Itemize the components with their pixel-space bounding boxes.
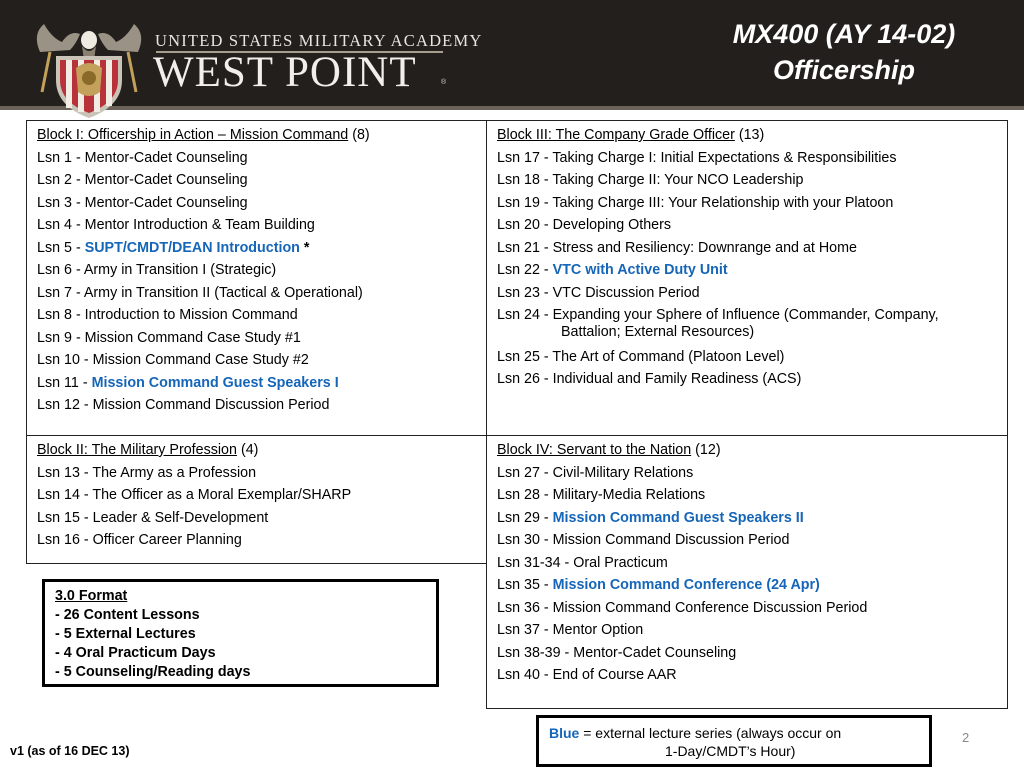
registered-mark: ® [441, 79, 447, 86]
lesson-item: Lsn 16 - Officer Career Planning [37, 532, 242, 548]
block-3-panel [486, 120, 1008, 436]
format-item: - 5 Counseling/Reading days [55, 664, 251, 680]
lesson-item: Lsn 1 - Mentor-Cadet Counseling [37, 149, 248, 166]
block-2-panel [26, 435, 487, 564]
lesson-item: Lsn 20 - Developing Others [497, 217, 672, 233]
lesson-item: Lsn 4 - Mentor Introduction & Team Building [37, 217, 315, 233]
external-lecture-label: VTC with Active Duty Unit [552, 262, 728, 278]
external-lecture-label: SUPT/CMDT/DEAN Introduction [84, 239, 300, 256]
lesson-item: Lsn 15 - Leader & Self-Development [37, 509, 269, 526]
block-4-heading [497, 439, 1007, 462]
lesson-item: Lsn 14 - The Officer as a Moral Exemplar/SHARP [37, 487, 352, 503]
lesson-item: Lsn 6 - Army in Transition I (Strategic) [37, 262, 277, 278]
west-point-wordmark: WEST POINT [153, 49, 417, 96]
lesson-item: Lsn 37 - Mentor Option [497, 622, 644, 638]
block-2-heading [37, 439, 486, 462]
block-2-count: (4) [240, 442, 259, 458]
format-item: - 5 External Lectures [55, 626, 196, 642]
lesson-item-continuation: Battalion; External Resources) [561, 323, 755, 340]
lesson-item: Lsn 36 - Mission Command Conference Discussion Period [497, 599, 868, 616]
slide-title-subject: Officership [772, 55, 916, 85]
version-label: v1 (as of 16 DEC 13) [10, 744, 130, 758]
external-lecture-label: Mission Command Conference (24 Apr) [552, 577, 820, 593]
lesson-item: Lsn 21 - Stress and Resiliency: Downrange and at Home [497, 239, 857, 256]
block-1-panel [26, 120, 487, 436]
lesson-item: Lsn 31-34 - Oral Practicum [497, 554, 668, 571]
lesson-item: Lsn 19 - Taking Charge III: Your Relationship with your Platoon [497, 194, 894, 211]
legend-key-blue: Blue [549, 725, 580, 741]
lesson-item: Lsn 12 - Mission Command Discussion Period [37, 397, 330, 413]
lesson-item: Lsn 9 - Mission Command Case Study #1 [37, 329, 301, 346]
lesson-item: Lsn 35 - Mission Command Conference (24 Apr) [497, 577, 820, 593]
block-3-heading [497, 124, 1007, 147]
legend-line-2: 1-Day/CMDT’s Hour) [665, 743, 796, 759]
lesson-item: Lsn 30 - Mission Command Discussion Period [497, 532, 790, 548]
lesson-item: Lsn 28 - Military-Media Relations [497, 487, 706, 503]
lesson-item: Lsn 8 - Introduction to Mission Command [37, 307, 298, 323]
lesson-item: Lsn 18 - Taking Charge II: Your NCO Leadership [497, 172, 804, 188]
lesson-item: Lsn 11 - Mission Command Guest Speakers I [37, 374, 339, 391]
lesson-item: Lsn 2 - Mentor-Cadet Counseling [37, 172, 248, 188]
format-item: - 26 Content Lessons [55, 607, 200, 623]
page-number: 2 [962, 730, 970, 745]
format-title: 3.0 Format [55, 588, 128, 604]
block-1-heading [37, 124, 486, 147]
lesson-item: Lsn 29 - Mission Command Guest Speakers II [497, 509, 804, 526]
format-summary-box [42, 579, 439, 687]
lesson-item: Lsn 17 - Taking Charge I: Initial Expectations & Responsibilities [497, 149, 897, 166]
external-lecture-label: Mission Command Guest Speakers II [552, 509, 804, 526]
block-1-title: Block I: Officership in Action – Mission Command [37, 127, 349, 143]
block-4-title: Block IV: Servant to the Nation [497, 442, 692, 458]
lesson-item: Lsn 5 - SUPT/CMDT/DEAN Introduction * [37, 239, 310, 256]
lesson-item: Lsn 23 - VTC Discussion Period [497, 284, 700, 301]
lesson-item: Lsn 26 - Individual and Family Readiness (ACS) [497, 371, 802, 387]
block-2-title: Block II: The Military Profession [37, 442, 237, 458]
lesson-item: Lsn 25 - The Art of Command (Platoon Level) [497, 348, 785, 365]
lesson-item: Lsn 10 - Mission Command Case Study #2 [37, 352, 309, 368]
lesson-item: Lsn 22 - VTC with Active Duty Unit [497, 262, 728, 278]
org-name: UNITED STATES MILITARY ACADEMY [155, 31, 483, 50]
lesson-item: Lsn 3 - Mentor-Cadet Counseling [37, 194, 248, 211]
lesson-item: Lsn 7 - Army in Transition II (Tactical & Operational) [37, 284, 363, 301]
lesson-item: Lsn 27 - Civil-Military Relations [497, 464, 694, 481]
lesson-item: Lsn 38-39 - Mentor-Cadet Counseling [497, 644, 737, 661]
slide-title [655, 16, 1024, 88]
block-4-panel [486, 435, 1008, 709]
block-4-count: (12) [695, 442, 721, 458]
lesson-item: Lsn 24 - Expanding your Sphere of Influence (Commander, Company, [497, 307, 939, 323]
block-1-count: (8) [352, 127, 370, 143]
header-divider [0, 106, 1024, 110]
legend-line-1 [549, 724, 841, 742]
block-3-title: Block III: The Company Grade Officer [497, 127, 735, 143]
color-legend-box [536, 715, 932, 767]
slide-title-course: MX400 (AY 14-02) [732, 19, 956, 49]
external-lecture-label: Mission Command Guest Speakers I [91, 374, 339, 391]
block-3-count: (13) [738, 127, 765, 143]
lesson-item: Lsn 13 - The Army as a Profession [37, 464, 257, 481]
legend-text: = external lecture series (always occur on [579, 725, 842, 741]
format-item: - 4 Oral Practicum Days [55, 645, 216, 661]
lesson-item: Lsn 40 - End of Course AAR [497, 667, 677, 683]
west-point-crest-logo [30, 22, 148, 118]
